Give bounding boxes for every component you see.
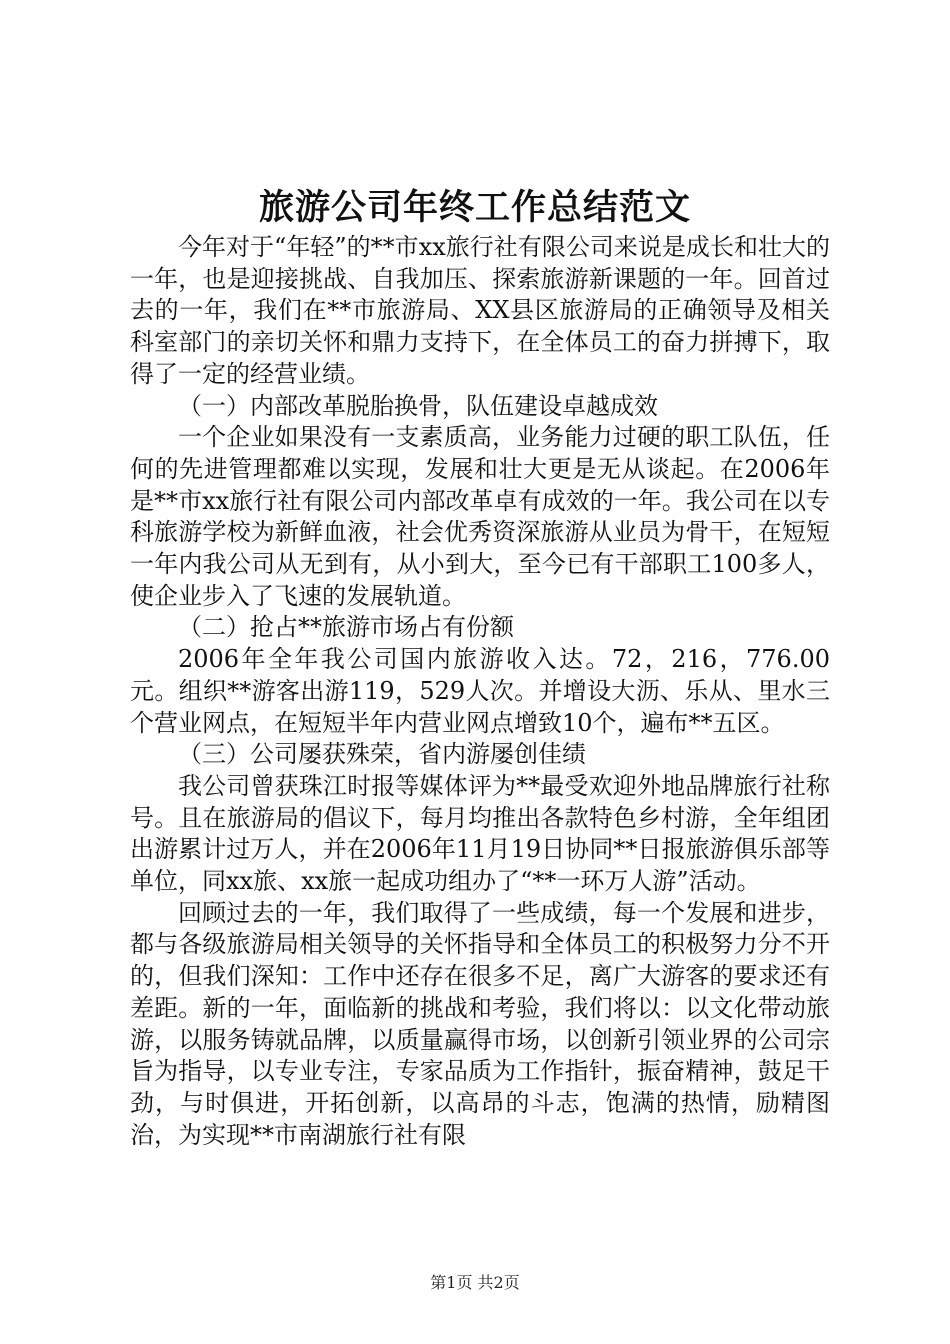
document-title: 旅游公司年终工作总结范文 <box>258 187 691 228</box>
section-heading-1: （一）内部改革脱胎换骨，队伍建设卓越成效 <box>178 391 658 420</box>
page-number-footer: 第1页 共2页 <box>430 1273 520 1292</box>
paragraph-intro: 今年对于“年轻”的**市xx旅行社有限公司来说是成长和壮大的一年，也是迎接挑战、自我加压、探索旅游新课题的一年。回首过去的一年，我们在**市旅游局、XX县区旅游局的正确领导及相关科室部门的亲切关怀和鼎力支持下，在全体员工的奋力拼搏下，取得了一定的经营业绩。 <box>130 233 830 388</box>
section-heading-3: （三）公司屡获殊荣，省内游屡创佳绩 <box>178 740 586 769</box>
paragraph-market: 2006年全年我公司国内旅游收入达。72，216，776.00元。组织**游客出游119，529人次。并增设大沥、乐从、里水三个营业网点，在短短半年内营业网点增致10个，遍布**五区。 <box>130 645 830 737</box>
document-body <box>130 232 830 1151</box>
paragraph-honors: 我公司曾获珠江时报等媒体评为**最受欢迎外地品牌旅行社称号。且在旅游局的倡议下，每月均推出各款特色乡村游，全年组团出游累计过万人，并在2006年11月19日协同**日报旅游俱乐部等单位，同xx旅、xx旅一起成功组办了“**一环万人游”活动。 <box>130 771 830 896</box>
paragraph-reform: 一个企业如果没有一支素质高，业务能力过硬的职工队伍，任何的先进管理都难以实现，发展和壮大更是无从谈起。在2006年是**市xx旅行社有限公司内部改革卓有成效的一年。我公司在以专科旅游学校为新鲜血液，社会优秀资深旅游从业员为骨干，在短短一年内我公司从无到有，从小到大，至今已有干部职工100多人，使企业步入了飞速的发展轨道。 <box>130 423 830 610</box>
paragraph-review: 回顾过去的一年，我们取得了一些成绩，每一个发展和进步，都与各级旅游局相关领导的关怀指导和全体员工的积极努力分不开的，但我们深知：工作中还存在很多不足，离广大游客的要求还有差距。新的一年，面临新的挑战和考验，我们将以：以文化带动旅游，以服务铸就品牌，以质量赢得市场，以创新引领业界的公司宗旨为指导，以专业专注，专家品质为工作指针，振奋精神，鼓足干劲，与时俱进，开拓创新，以高昂的斗志，饱满的热情，励精图治，为实现**市南湖旅行社有限 <box>130 898 830 1149</box>
section-heading-2: （二）抢占**旅游市场占有份额 <box>178 613 514 642</box>
